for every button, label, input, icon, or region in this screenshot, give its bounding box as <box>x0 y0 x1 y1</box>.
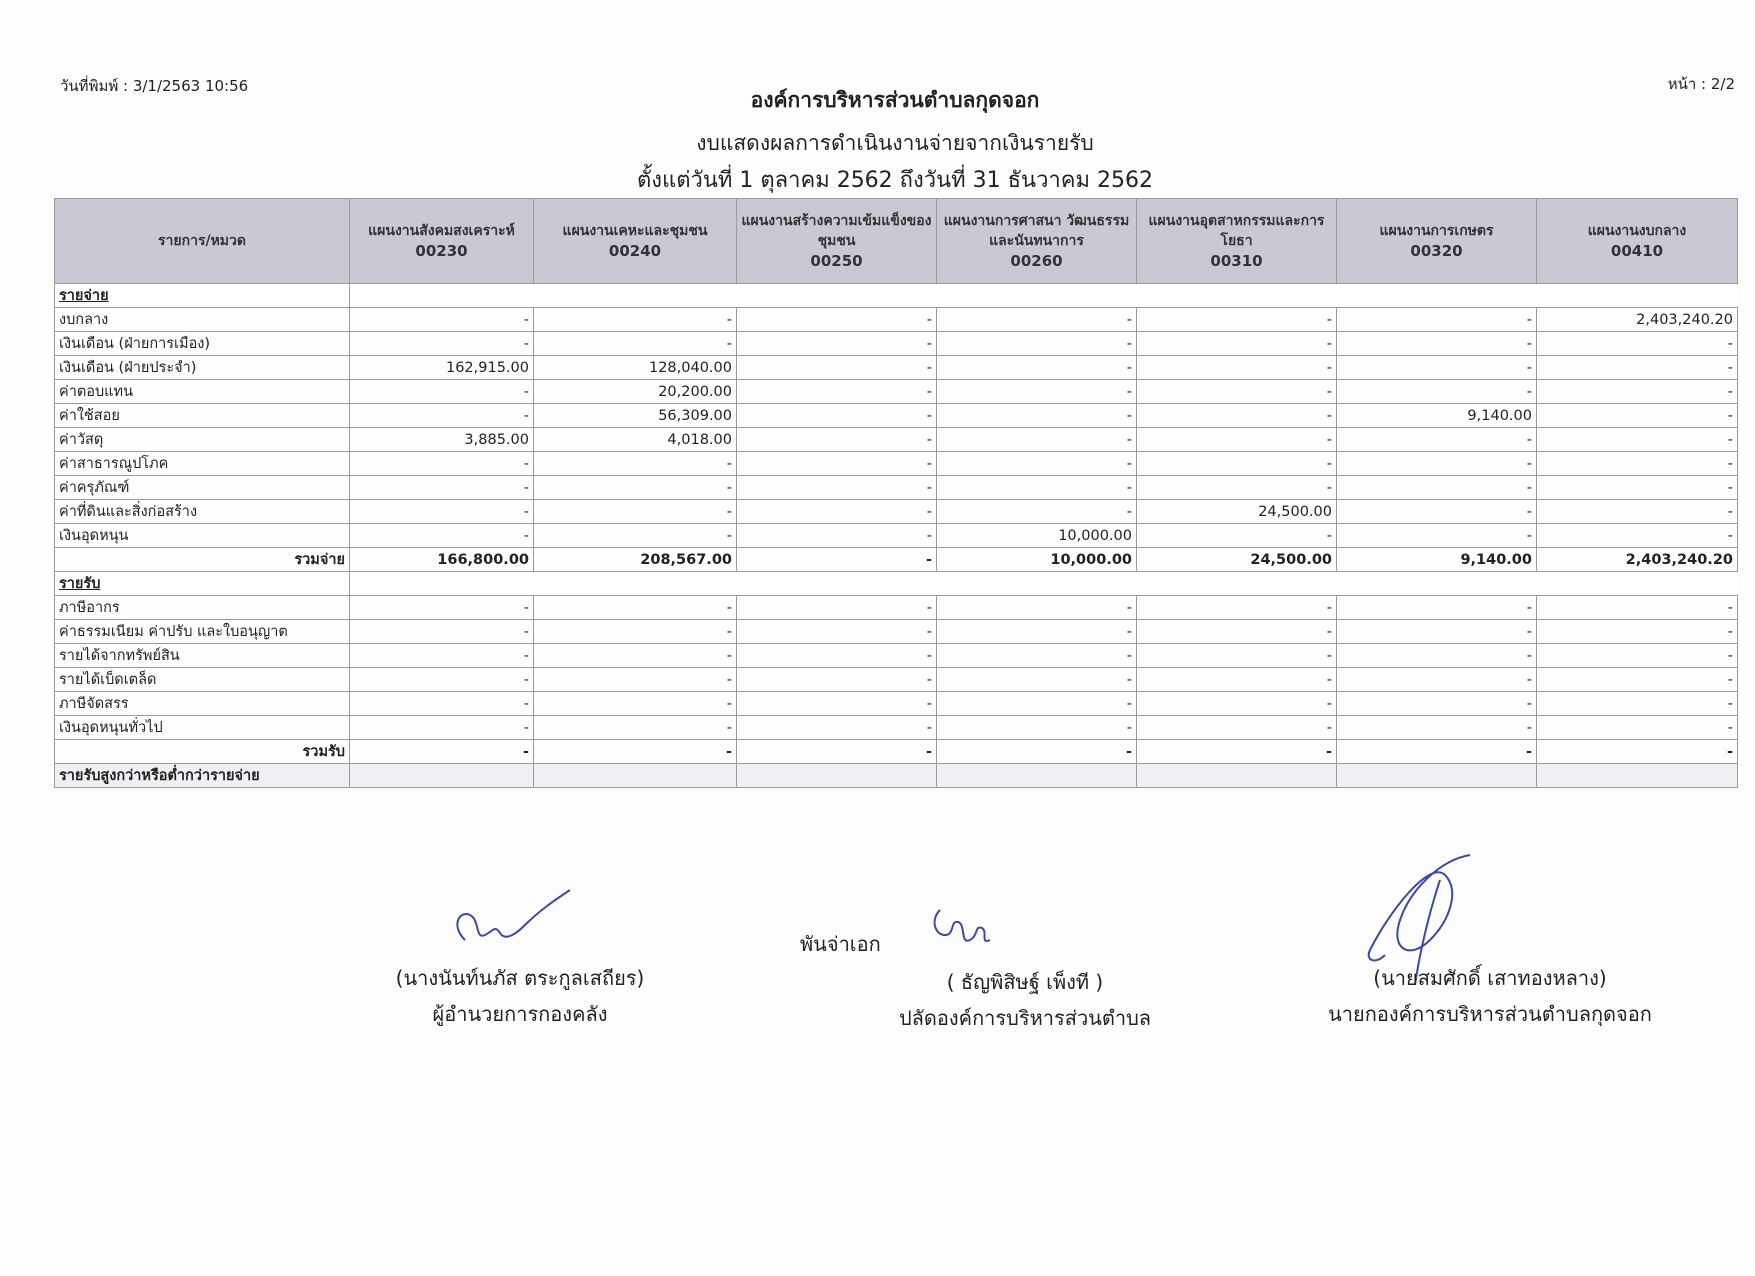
column-header: แผนงานการศาสนา วัฒนธรรมและนันทนาการ 00260 <box>937 199 1137 284</box>
table-cell: - <box>1137 620 1337 644</box>
table-cell: - <box>534 332 737 356</box>
table-row <box>55 596 1738 620</box>
table-row <box>55 356 1738 380</box>
table-cell: 208,567.00 <box>534 548 737 572</box>
table-cell: - <box>1137 476 1337 500</box>
table-cell: - <box>350 692 534 716</box>
table-row <box>55 428 1738 452</box>
table-cell <box>350 572 534 596</box>
table-cell: - <box>737 332 937 356</box>
table-cell <box>1137 572 1337 596</box>
table-cell: - <box>937 356 1137 380</box>
table-cell: - <box>1537 452 1738 476</box>
table-cell: - <box>1337 596 1537 620</box>
row-label: ค่าใช้สอย <box>55 404 350 428</box>
table-cell <box>534 572 737 596</box>
table-cell <box>937 764 1137 788</box>
row-label: รายได้เบ็ดเตล็ด <box>55 668 350 692</box>
table-cell: - <box>937 428 1137 452</box>
table-cell: - <box>1137 644 1337 668</box>
table-cell: - <box>937 740 1137 764</box>
table-cell <box>1337 764 1537 788</box>
signer-title: นายกองค์การบริหารส่วนตำบลกุดจอก <box>1328 1002 1652 1026</box>
row-label: รวมจ่าย <box>55 548 350 572</box>
row-label: รายได้จากทรัพย์สิน <box>55 644 350 668</box>
row-label: ภาษีจัดสรร <box>55 692 350 716</box>
table-cell: - <box>1137 404 1337 428</box>
signer-name: (นายสมศักดิ์ เสาทองหลาง) <box>1373 966 1607 990</box>
table-cell: - <box>737 668 937 692</box>
table-cell: - <box>1337 668 1537 692</box>
row-label: ค่าวัสดุ <box>55 428 350 452</box>
table-row <box>55 692 1738 716</box>
table-cell: - <box>534 644 737 668</box>
table-cell: - <box>737 740 937 764</box>
row-label: ค่าสาธารณูปโภค <box>55 452 350 476</box>
table-row <box>55 476 1738 500</box>
table-cell: - <box>1537 596 1738 620</box>
table-cell: - <box>1137 740 1337 764</box>
table-cell: - <box>534 500 737 524</box>
row-label: ค่าธรรมเนียม ค่าปรับ และใบอนุญาต <box>55 620 350 644</box>
table-cell: - <box>534 524 737 548</box>
table-cell: - <box>1537 644 1738 668</box>
table-cell: - <box>1537 716 1738 740</box>
table-cell: - <box>1537 476 1738 500</box>
column-header: แผนงานอุตสาหกรรมและการโยธา 00310 <box>1137 199 1337 284</box>
table-cell: - <box>534 692 737 716</box>
table-cell: - <box>1137 596 1337 620</box>
table-cell: - <box>1337 620 1537 644</box>
table-cell <box>350 764 534 788</box>
table-row <box>55 332 1738 356</box>
table-cell: - <box>937 476 1137 500</box>
column-header: แผนงานเคหะและชุมชน 00240 <box>534 199 737 284</box>
row-label: เงินอุดหนุน <box>55 524 350 548</box>
table-cell: 20,200.00 <box>534 380 737 404</box>
table-cell: - <box>937 500 1137 524</box>
table-cell: - <box>1537 356 1738 380</box>
table-cell: - <box>534 740 737 764</box>
table-cell: - <box>937 716 1137 740</box>
table-cell: - <box>534 620 737 644</box>
table-cell: - <box>1137 668 1337 692</box>
table-cell <box>1537 764 1738 788</box>
table-cell: - <box>1337 356 1537 380</box>
table-cell: - <box>737 308 937 332</box>
column-header: แผนงานสร้างความเข้มแข็งของชุมชน 00250 <box>737 199 937 284</box>
organization-name: องค์การบริหารส่วนตำบลกุดจอก <box>750 88 1040 112</box>
table-row <box>55 524 1738 548</box>
table-cell <box>1137 284 1337 308</box>
column-header: รายการ/หมวด <box>55 199 350 284</box>
table-cell <box>534 284 737 308</box>
table-row <box>55 452 1738 476</box>
column-header: แผนงานสังคมสงเคราะห์ 00230 <box>350 199 534 284</box>
table-cell <box>1337 284 1537 308</box>
table-cell: - <box>937 668 1137 692</box>
table-cell: - <box>937 644 1137 668</box>
row-label: เงินเดือน (ฝ่ายการเมือง) <box>55 332 350 356</box>
table-cell: - <box>1337 692 1537 716</box>
table-cell: 56,309.00 <box>534 404 737 428</box>
section-row <box>55 572 1738 596</box>
table-cell: 166,800.00 <box>350 548 534 572</box>
table-cell: 4,018.00 <box>534 428 737 452</box>
table-cell: - <box>1337 644 1537 668</box>
table-cell: - <box>737 452 937 476</box>
signature-block-3 <box>1280 960 1700 1032</box>
signature-block-2 <box>830 964 1220 1036</box>
table-cell: - <box>1537 404 1738 428</box>
row-label: ภาษีอากร <box>55 596 350 620</box>
table-cell: - <box>534 668 737 692</box>
table-cell: - <box>937 308 1137 332</box>
table-cell: - <box>534 596 737 620</box>
signer-name: (นางนันท์นภัส ตระกูลเสถียร) <box>395 966 645 990</box>
table-cell: - <box>1337 524 1537 548</box>
table-cell <box>1537 572 1738 596</box>
table-cell <box>1337 572 1537 596</box>
row-label: ค่าที่ดินและสิ่งก่อสร้าง <box>55 500 350 524</box>
table-cell: - <box>737 620 937 644</box>
table-cell: 24,500.00 <box>1137 500 1337 524</box>
table-cell: - <box>534 452 737 476</box>
table-cell: - <box>1337 308 1537 332</box>
table-row <box>55 644 1738 668</box>
table-cell: - <box>1137 692 1337 716</box>
table-cell: - <box>1137 308 1337 332</box>
table-cell: 9,140.00 <box>1337 548 1537 572</box>
section-row <box>55 284 1738 308</box>
table-cell: - <box>534 716 737 740</box>
table-cell: - <box>350 332 534 356</box>
table-row <box>55 716 1738 740</box>
table-cell: - <box>737 548 937 572</box>
table-cell: - <box>1537 740 1738 764</box>
table-cell <box>534 764 737 788</box>
signature-2-scribble <box>920 900 1000 960</box>
table-row <box>55 620 1738 644</box>
column-header: แผนงานการเกษตร 00320 <box>1337 199 1537 284</box>
table-cell: - <box>937 620 1137 644</box>
table-cell: 9,140.00 <box>1337 404 1537 428</box>
table-cell: - <box>1537 332 1738 356</box>
signer-title: ผู้อำนวยการกองคลัง <box>432 1002 608 1026</box>
report-period: ตั้งแต่วันที่ 1 ตุลาคม 2562 ถึงวันที่ 31 ธันวาคม 2562 <box>636 168 1153 193</box>
table-cell: - <box>1537 620 1738 644</box>
row-label: ค่าครุภัณฑ์ <box>55 476 350 500</box>
table-cell <box>937 284 1137 308</box>
table-cell: 3,885.00 <box>350 428 534 452</box>
table-cell: - <box>937 692 1137 716</box>
signer-2-rank: พันจ่าเอก <box>800 932 881 956</box>
print-date: วันที่พิมพ์ : 3/1/2563 10:56 <box>60 77 249 95</box>
table-cell <box>350 284 534 308</box>
table-cell <box>737 764 937 788</box>
table-row <box>55 308 1738 332</box>
report-table <box>54 198 1738 788</box>
table-cell: - <box>350 524 534 548</box>
signer-name: ( ธัญพิสิษฐ์ เพ็งที ) <box>946 970 1104 994</box>
table-cell: - <box>737 692 937 716</box>
table-cell: - <box>737 404 937 428</box>
table-cell: - <box>1537 692 1738 716</box>
table-cell: - <box>350 308 534 332</box>
table-cell: 128,040.00 <box>534 356 737 380</box>
row-label: รวมรับ <box>55 740 350 764</box>
table-cell: - <box>937 332 1137 356</box>
table-cell: - <box>350 716 534 740</box>
table-cell: - <box>1337 500 1537 524</box>
expense-total-row <box>55 548 1738 572</box>
table-cell: - <box>937 596 1137 620</box>
table-cell: - <box>350 596 534 620</box>
table-row <box>55 404 1738 428</box>
table-cell <box>737 284 937 308</box>
table-cell: - <box>1137 356 1337 380</box>
row-label: งบกลาง <box>55 308 350 332</box>
surplus-row <box>55 764 1738 788</box>
table-cell: - <box>1137 380 1337 404</box>
table-cell: - <box>350 500 534 524</box>
table-cell: - <box>937 380 1137 404</box>
table-cell: - <box>1337 452 1537 476</box>
page-number: หน้า : 2/2 <box>1667 75 1735 93</box>
table-cell: - <box>737 716 937 740</box>
table-cell: - <box>350 668 534 692</box>
table-cell: - <box>1337 740 1537 764</box>
table-cell: - <box>737 356 937 380</box>
signature-1-scribble <box>445 885 585 955</box>
table-cell: 10,000.00 <box>937 548 1137 572</box>
row-label: ค่าตอบแทน <box>55 380 350 404</box>
table-cell: - <box>1337 716 1537 740</box>
table-cell: - <box>737 380 937 404</box>
table-cell: 10,000.00 <box>937 524 1137 548</box>
table-cell: - <box>350 740 534 764</box>
report-title: งบแสดงผลการดำเนินงานจ่ายจากเงินรายรับ <box>696 131 1094 155</box>
row-label: เงินอุดหนุนทั่วไป <box>55 716 350 740</box>
section-heading: รายรับ <box>55 572 350 596</box>
table-cell: - <box>1137 428 1337 452</box>
signer-title: ปลัดองค์การบริหารส่วนตำบล <box>898 1006 1152 1030</box>
table-cell: - <box>737 428 937 452</box>
table-cell: - <box>350 644 534 668</box>
table-cell: - <box>937 404 1137 428</box>
section-heading: รายจ่าย <box>55 284 350 308</box>
table-cell: - <box>1337 476 1537 500</box>
table-cell: - <box>937 452 1137 476</box>
table-cell: 24,500.00 <box>1137 548 1337 572</box>
table-cell: - <box>1537 668 1738 692</box>
table-cell: - <box>1137 524 1337 548</box>
table-cell: - <box>350 620 534 644</box>
table-cell: - <box>350 476 534 500</box>
table-cell: - <box>737 476 937 500</box>
table-cell: - <box>534 308 737 332</box>
table-cell: - <box>737 596 937 620</box>
table-cell: - <box>1537 380 1738 404</box>
income-total-row <box>55 740 1738 764</box>
table-cell <box>1537 284 1738 308</box>
table-cell: - <box>534 476 737 500</box>
table-cell <box>1137 764 1337 788</box>
row-label: เงินเดือน (ฝ่ายประจำ) <box>55 356 350 380</box>
column-header: แผนงานงบกลาง 00410 <box>1537 199 1738 284</box>
signature-block-1 <box>340 960 700 1032</box>
table-cell: - <box>1137 332 1337 356</box>
table-row <box>55 380 1738 404</box>
table-cell: - <box>1137 452 1337 476</box>
row-label: รายรับสูงกว่าหรือต่ำกว่ารายจ่าย <box>55 764 350 788</box>
table-cell: - <box>1337 332 1537 356</box>
table-cell: 162,915.00 <box>350 356 534 380</box>
table-cell: - <box>1537 524 1738 548</box>
table-cell <box>737 572 937 596</box>
table-cell <box>937 572 1137 596</box>
table-cell: - <box>1537 428 1738 452</box>
table-cell: - <box>350 380 534 404</box>
table-cell: - <box>350 404 534 428</box>
table-cell: - <box>350 452 534 476</box>
table-cell: - <box>737 644 937 668</box>
table-cell: - <box>1537 500 1738 524</box>
table-cell: - <box>1337 428 1537 452</box>
table-cell: - <box>1337 380 1537 404</box>
table-cell: - <box>1137 716 1337 740</box>
table-cell: - <box>737 500 937 524</box>
table-row <box>55 500 1738 524</box>
table-cell: - <box>737 524 937 548</box>
table-cell: 2,403,240.20 <box>1537 308 1738 332</box>
header-row <box>55 199 1738 284</box>
table-row <box>55 668 1738 692</box>
table-cell: 2,403,240.20 <box>1537 548 1738 572</box>
